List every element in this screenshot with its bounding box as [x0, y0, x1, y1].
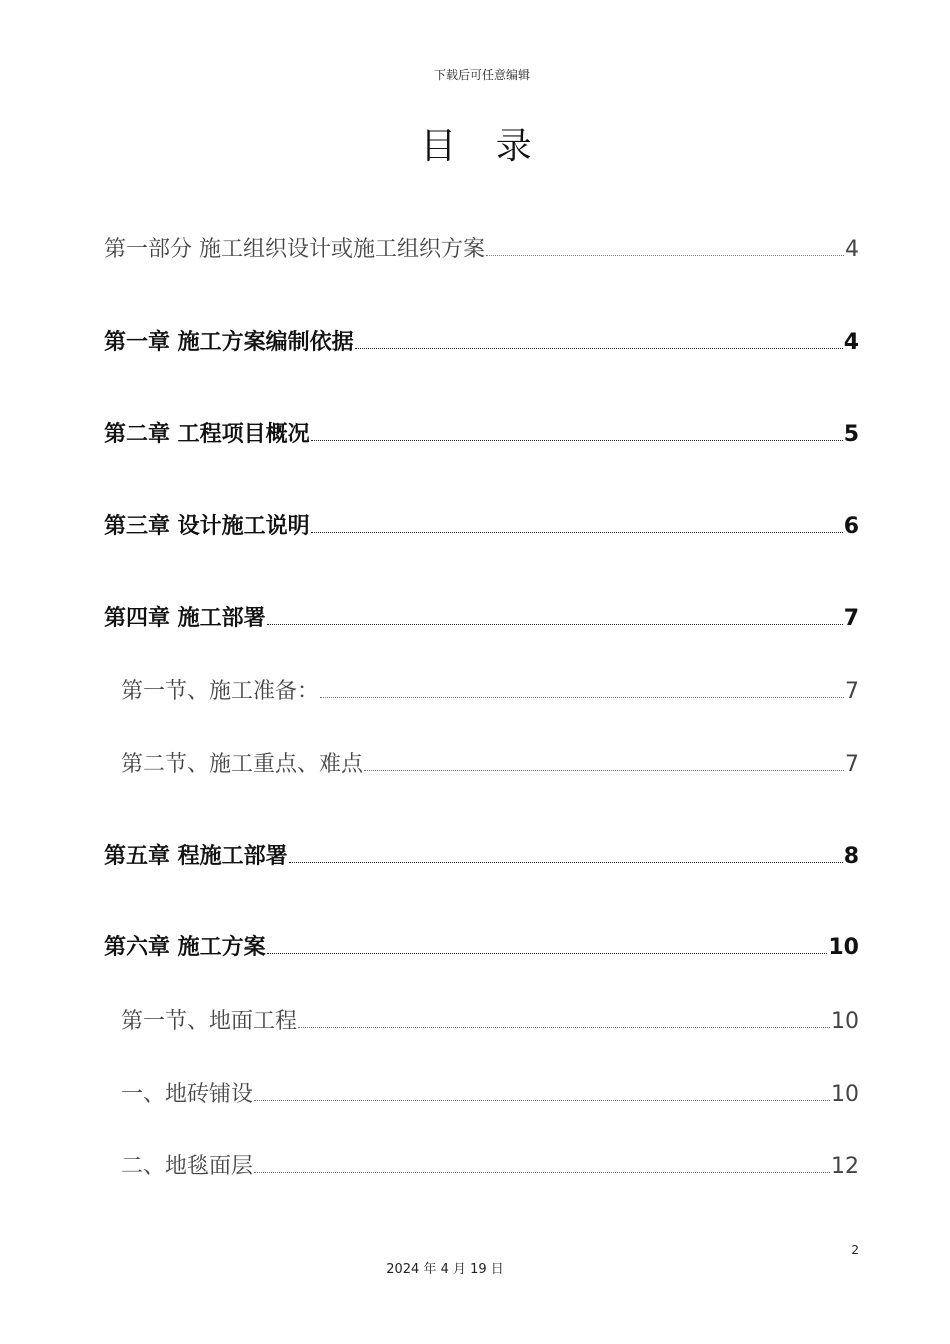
toc-entry-label: 第五章 程施工部署	[104, 844, 288, 869]
toc-entry-page: 12	[831, 1154, 859, 1179]
toc-entry[interactable]	[104, 234, 859, 266]
toc-entry[interactable]	[121, 1079, 859, 1111]
toc-dot-leader	[267, 952, 828, 954]
toc-entry[interactable]	[104, 841, 859, 873]
toc-entry[interactable]	[104, 603, 859, 635]
toc-entry-label: 第三章 设计施工说明	[104, 514, 310, 539]
toc-entry-label: 第一节、地面工程	[121, 1009, 298, 1034]
toc-entry-label: 第六章 施工方案	[104, 935, 266, 960]
toc-dot-leader	[311, 439, 843, 441]
toc-dot-leader	[298, 1026, 830, 1028]
toc-dot-leader	[254, 1171, 830, 1173]
toc-entry-label: 第一节、施工准备：	[121, 679, 320, 704]
toc-entry-page: 4	[843, 330, 859, 355]
footer-date: 2024 年 4 月 19 日	[386, 1262, 504, 1277]
toc-entry-label: 第二节、施工重点、难点	[121, 752, 364, 777]
toc-dot-leader	[364, 769, 844, 771]
toc-dot-leader	[254, 1099, 830, 1101]
toc-entry-label: 第四章 施工部署	[104, 606, 266, 631]
toc-dot-leader	[311, 531, 843, 533]
header-note: 下载后可任意编辑	[433, 68, 530, 82]
toc-dot-leader	[355, 347, 843, 349]
page-title: 目 录	[420, 126, 546, 167]
toc-entry-label: 第一章 施工方案编制依据	[104, 330, 354, 355]
toc-dot-leader	[486, 254, 844, 256]
toc-entry-page: 10	[831, 1082, 859, 1107]
toc-dot-leader	[267, 623, 843, 625]
toc-entry-page: 7	[845, 679, 859, 704]
toc-dot-leader	[320, 696, 844, 698]
toc-entry-page: 8	[843, 844, 859, 869]
toc-entry-page: 10	[828, 935, 859, 960]
toc-dot-leader	[289, 861, 843, 863]
toc-entry[interactable]	[121, 1151, 859, 1183]
toc-entry[interactable]	[104, 932, 859, 964]
toc-entry[interactable]	[121, 1006, 859, 1038]
toc-entry-page: 4	[845, 237, 859, 262]
toc-entry-page: 5	[843, 422, 859, 447]
toc-entry-page: 7	[843, 606, 859, 631]
toc-entry-label: 一、地砖铺设	[121, 1082, 254, 1107]
toc-entry[interactable]	[104, 327, 859, 359]
toc-entry-label: 二、地毯面层	[121, 1154, 254, 1179]
page-number: 2	[851, 1243, 859, 1257]
toc-entry-page: 10	[831, 1009, 859, 1034]
toc-entry[interactable]	[104, 419, 859, 451]
toc-entry-label: 第二章 工程项目概况	[104, 422, 310, 447]
toc-entry[interactable]	[104, 511, 859, 543]
toc-entry[interactable]	[121, 749, 859, 781]
toc-entry-page: 7	[845, 752, 859, 777]
toc-entry-page: 6	[843, 514, 859, 539]
toc-entry[interactable]	[121, 676, 859, 708]
toc-entry-label: 第一部分 施工组织设计或施工组织方案	[104, 237, 485, 262]
